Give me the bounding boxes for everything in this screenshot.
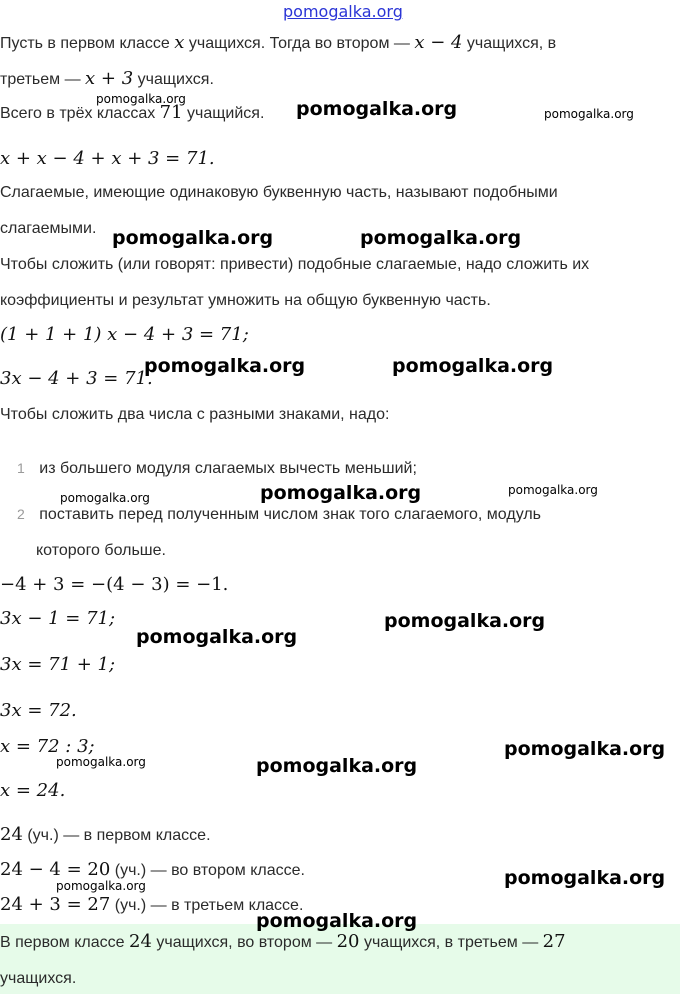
list-item xyxy=(17,506,541,524)
watermark: pomogalka.org xyxy=(136,626,298,648)
text: учащихся. xyxy=(133,71,214,88)
answer-line1 xyxy=(0,931,566,952)
paragraph-sign-rule: Чтобы сложить два числа с разными знаками, надо: xyxy=(0,406,390,423)
equation-sum: x + x − 4 + x + 3 = 71. xyxy=(0,148,215,169)
math-expr: 24 − 4 = 20 xyxy=(0,859,111,880)
paragraph-intro-line2 xyxy=(0,68,214,89)
watermark: pomogalka.org xyxy=(60,491,150,505)
watermark: pomogalka.org xyxy=(260,482,422,504)
paragraph-rule-line2: коэффициенты и результат умножить на общую буквенную часть. xyxy=(0,292,491,309)
watermark: pomogalka.org xyxy=(384,610,546,632)
watermark: pomogalka.org xyxy=(256,910,418,932)
text: Пусть в первом классе xyxy=(0,35,175,52)
paragraph-like-terms-line1: Слагаемые, имеющие одинаковую буквенную часть, называют подобными xyxy=(0,184,558,201)
text: учащийся. xyxy=(182,105,265,122)
text: (уч.) — во втором классе. xyxy=(110,862,305,879)
list-text-continued: которого больше. xyxy=(36,542,166,559)
text: В первом классе xyxy=(0,934,129,951)
math-expr: 24 + 3 = 27 xyxy=(0,894,111,915)
paragraph-like-terms-line2: слагаемыми. xyxy=(0,220,97,237)
watermark: pomogalka.org xyxy=(392,355,554,377)
equation-simplified: 3x − 4 + 3 = 71. xyxy=(0,368,153,389)
text: учащихся, в xyxy=(462,35,557,52)
watermark: pomogalka.org xyxy=(504,867,666,889)
math-var: x xyxy=(174,32,185,53)
site-header-link[interactable]: pomogalka.org xyxy=(283,2,403,21)
watermark: pomogalka.org xyxy=(544,107,634,121)
list-item xyxy=(17,460,417,478)
math-number: 24 xyxy=(0,824,23,845)
result-second-class xyxy=(0,859,305,880)
text: учащихся. Тогда во втором — xyxy=(184,35,415,52)
text: третьем — xyxy=(0,71,86,88)
text: учащихся, во втором — xyxy=(151,934,337,951)
watermark: pomogalka.org xyxy=(56,755,146,769)
text: учащихся, в третьем — xyxy=(359,934,543,951)
watermark: pomogalka.org xyxy=(256,755,418,777)
equation-step1: 3x − 1 = 71; xyxy=(0,608,116,629)
result-first-class xyxy=(0,824,211,845)
text: Всего в трёх классах xyxy=(0,105,160,122)
math-expr: x + 3 xyxy=(85,68,134,89)
equation-step4: x = 72 : 3; xyxy=(0,736,95,757)
watermark: pomogalka.org xyxy=(360,227,522,249)
watermark: pomogalka.org xyxy=(56,879,146,893)
answer-line2: учащихся. xyxy=(0,970,77,987)
watermark: pomogalka.org xyxy=(508,483,598,497)
paragraph-rule-line1: Чтобы сложить (или говорят: привести) подобные слагаемые, надо сложить их xyxy=(0,256,590,273)
watermark: pomogalka.org xyxy=(96,92,186,106)
math-number: 20 xyxy=(336,931,360,952)
math-number: 71 xyxy=(159,102,183,123)
list-number: 2 xyxy=(17,506,25,522)
list-text: поставить перед полученным числом знак того слагаемого, модуль xyxy=(39,506,542,523)
equation-step2: 3x = 71 + 1; xyxy=(0,654,116,675)
list-text: из большего модуля слагаемых вычесть меньший; xyxy=(39,460,417,477)
equation-coefficients: (1 + 1 + 1) x − 4 + 3 = 71; xyxy=(0,324,249,345)
paragraph-intro-line1 xyxy=(0,32,556,53)
equation-difference: −4 + 3 = −(4 − 3) = −1. xyxy=(0,574,229,595)
text: (уч.) — в третьем классе. xyxy=(110,897,304,914)
list-number: 1 xyxy=(17,460,25,476)
math-number: 24 xyxy=(129,931,152,952)
equation-step3: 3x = 72. xyxy=(0,700,77,721)
text: (уч.) — в первом классе. xyxy=(22,827,211,844)
math-expr: x − 4 xyxy=(414,32,463,53)
watermark: pomogalka.org xyxy=(144,355,306,377)
watermark: pomogalka.org xyxy=(296,98,458,120)
watermark: pomogalka.org xyxy=(112,227,274,249)
watermark: pomogalka.org xyxy=(504,738,666,760)
equation-solution: x = 24. xyxy=(0,780,66,801)
math-number: 27 xyxy=(542,931,566,952)
